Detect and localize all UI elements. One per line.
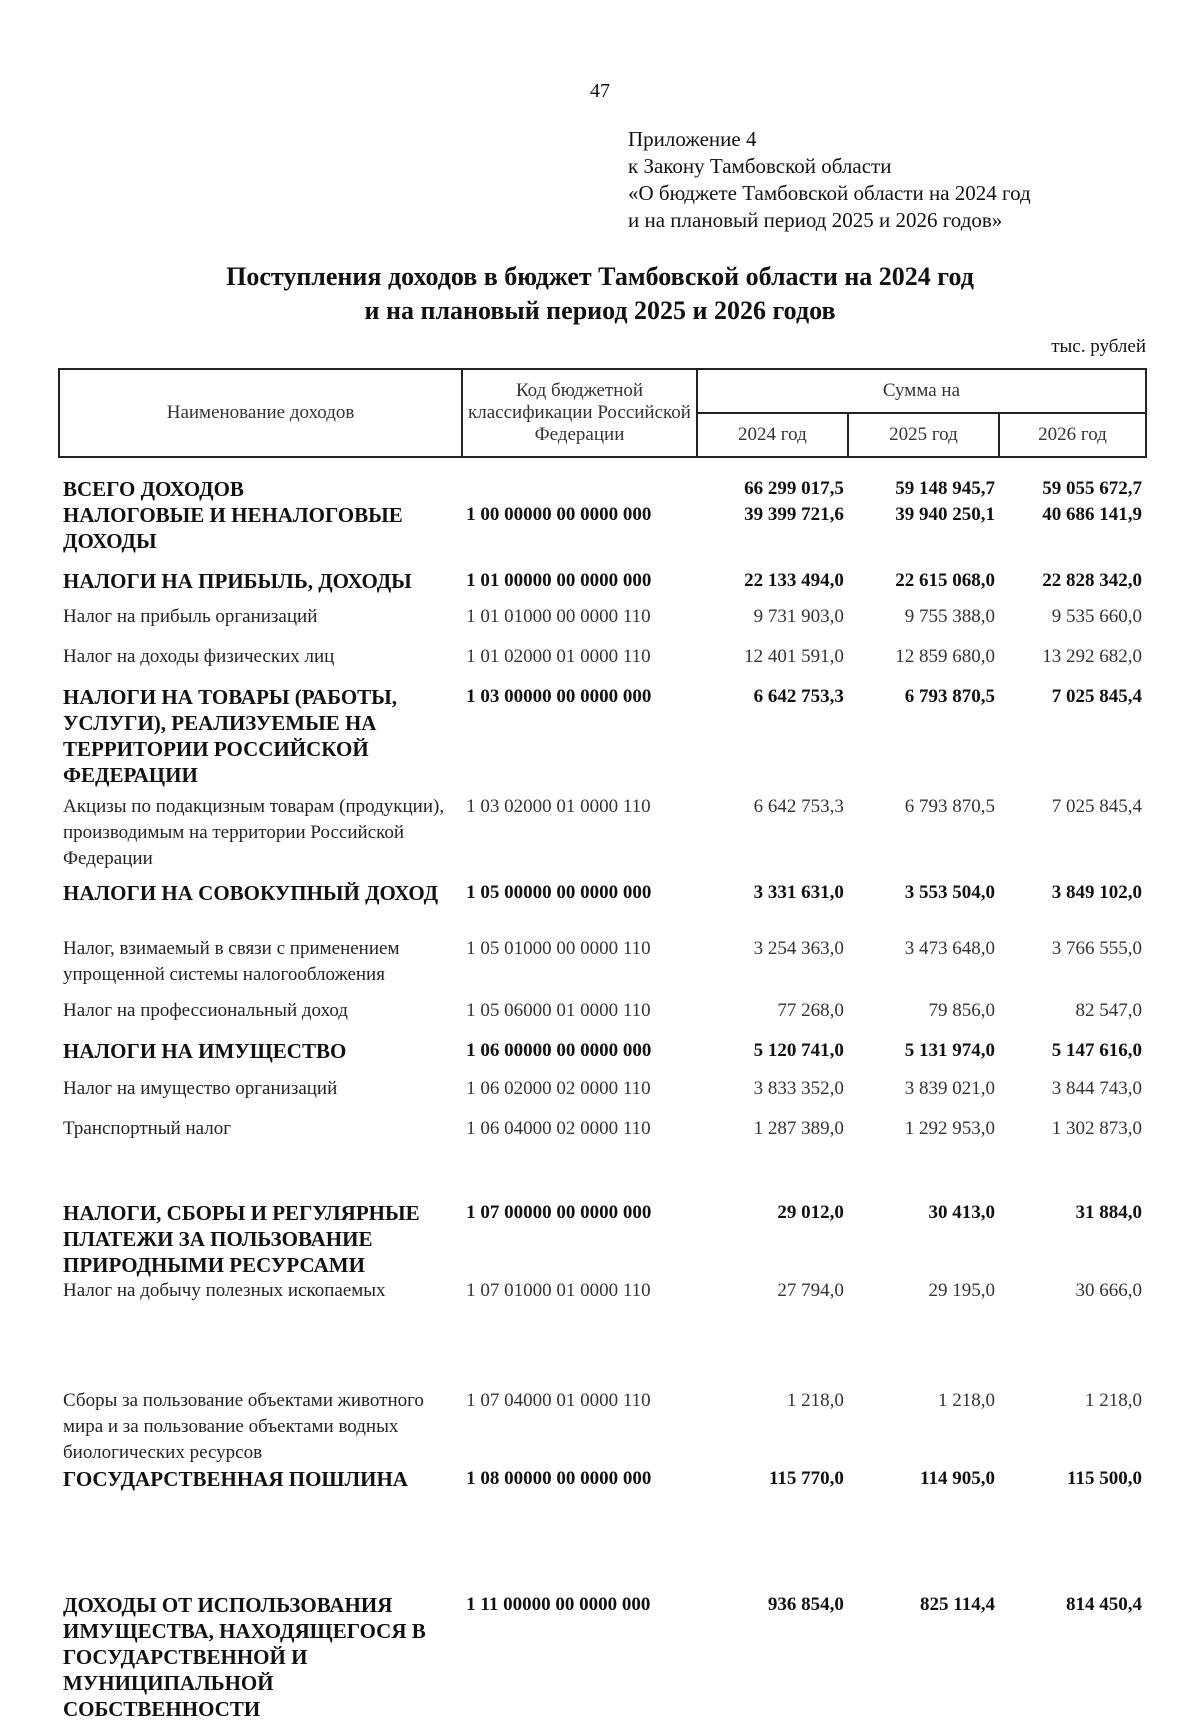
row-value-2025: 6 793 870,5	[904, 686, 995, 707]
row-value-2024: 6 642 753,3	[753, 686, 844, 707]
row-name: ГОСУДАРСТВЕННАЯ ПОШЛИНА	[63, 1467, 408, 1491]
row-code: 1 01 00000 00 0000 000	[466, 570, 652, 591]
row-value-2026: 40 686 141,9	[1042, 504, 1142, 525]
row-name: НАЛОГИ НА СОВОКУПНЫЙ ДОХОД	[63, 881, 439, 905]
row-value-2025: 1 218,0	[937, 1390, 995, 1411]
row-value-2025: 9 755 388,0	[904, 606, 995, 627]
row-code: 1 06 04000 02 0000 110	[466, 1118, 651, 1139]
row-code: 1 00 00000 00 0000 000	[466, 504, 652, 525]
table-row	[59, 604, 1146, 644]
page-number: 47	[590, 80, 610, 102]
document-title	[0, 260, 1200, 328]
row-name: Налог на добычу полезных ископаемых	[63, 1280, 386, 1301]
row-value-2024: 936 854,0	[767, 1594, 844, 1615]
row-code: 1 06 00000 00 0000 000	[466, 1040, 652, 1061]
row-value-2026: 9 535 660,0	[1051, 606, 1142, 627]
table-row	[59, 1200, 1146, 1278]
row-value-2026: 30 666,0	[1075, 1280, 1142, 1301]
row-value-2024: 27 794,0	[777, 1280, 844, 1301]
row-code: 1 05 00000 00 0000 000	[466, 882, 652, 903]
row-code: 1 05 01000 00 0000 110	[466, 938, 651, 959]
row-value-2026: 7 025 845,4	[1051, 686, 1142, 707]
row-name: Налог, взимаемый в связи с применением упрощенной системы налогообложения	[63, 938, 400, 985]
row-value-2025: 39 940 250,1	[895, 504, 995, 525]
header-name: Наименование доходов	[59, 369, 462, 457]
appendix-line: и на плановый период 2025 и 2026 годов»	[628, 208, 1003, 232]
row-value-2025: 29 195,0	[928, 1280, 995, 1301]
row-code: 1 07 00000 00 0000 000	[466, 1202, 652, 1223]
table-row	[59, 644, 1146, 684]
row-value-2026: 82 547,0	[1075, 1000, 1142, 1021]
row-name: Налог на прибыль организаций	[63, 606, 318, 627]
row-value-2026: 3 766 555,0	[1051, 938, 1142, 959]
row-value-2026: 1 302 873,0	[1051, 1118, 1142, 1139]
row-value-2025: 30 413,0	[928, 1202, 995, 1223]
row-value-2026: 7 025 845,4	[1051, 796, 1142, 817]
row-value-2025: 79 856,0	[928, 1000, 995, 1021]
header-code: Код бюджетной классификации Российской Федерации	[462, 369, 697, 457]
row-value-2025: 3 839 021,0	[904, 1078, 995, 1099]
appendix-line: к Закону Тамбовской области	[628, 154, 892, 178]
title-line: и на плановый период 2025 и 2026 годов	[364, 296, 836, 325]
row-name: НАЛОГОВЫЕ И НЕНАЛОГОВЫЕ ДОХОДЫ	[63, 503, 403, 553]
appendix-line: «О бюджете Тамбовской области на 2024 год	[628, 181, 1031, 205]
row-value-2025: 5 131 974,0	[904, 1040, 995, 1061]
table-row	[59, 936, 1146, 998]
row-name: Акцизы по подакцизным товарам (продукции), производимым на территории Российской Федерации	[63, 796, 445, 869]
table-body	[59, 457, 1146, 1722]
row-value-2026: 814 450,4	[1066, 1594, 1142, 1615]
row-value-2025: 1 292 953,0	[904, 1118, 995, 1139]
row-value-2024: 22 133 494,0	[744, 570, 844, 591]
row-code: 1 07 01000 01 0000 110	[466, 1280, 651, 1301]
row-value-2026: 22 828 342,0	[1042, 570, 1142, 591]
row-code: 1 01 02000 01 0000 110	[466, 646, 651, 667]
row-value-2026: 59 055 672,7	[1042, 478, 1142, 499]
row-value-2026: 13 292 682,0	[1042, 646, 1142, 667]
row-value-2024: 66 299 017,5	[744, 478, 844, 499]
row-value-2024: 29 012,0	[777, 1202, 844, 1223]
table-row	[59, 1592, 1146, 1722]
row-code: 1 07 04000 01 0000 110	[466, 1390, 651, 1411]
title-line: Поступления доходов в бюджет Тамбовской области на 2024 год	[226, 262, 974, 291]
row-code: 1 05 06000 01 0000 110	[466, 1000, 651, 1021]
row-value-2025: 6 793 870,5	[904, 796, 995, 817]
appendix-note	[628, 126, 1031, 234]
row-value-2025: 3 553 504,0	[904, 882, 995, 903]
row-value-2024: 12 401 591,0	[744, 646, 844, 667]
row-value-2024: 77 268,0	[777, 1000, 844, 1021]
header-year-2026: 2026 год	[999, 413, 1146, 457]
row-value-2025: 59 148 945,7	[895, 478, 995, 499]
row-value-2024: 5 120 741,0	[753, 1040, 844, 1061]
row-code: 1 03 00000 00 0000 000	[466, 686, 652, 707]
table-row	[59, 457, 1146, 502]
row-code: 1 06 02000 02 0000 110	[466, 1078, 651, 1099]
header-year-2024: 2024 год	[697, 413, 848, 457]
row-name: Налог на доходы физических лиц	[63, 646, 335, 667]
row-value-2026: 3 849 102,0	[1051, 882, 1142, 903]
row-code: 1 03 02000 01 0000 110	[466, 796, 651, 817]
row-code: 1 08 00000 00 0000 000	[466, 1468, 652, 1489]
units-label: тыс. рублей	[1051, 336, 1146, 357]
table-row	[59, 1038, 1146, 1076]
row-value-2024: 39 399 721,6	[744, 504, 844, 525]
row-value-2025: 12 859 680,0	[895, 646, 995, 667]
row-value-2024: 9 731 903,0	[753, 606, 844, 627]
table-row	[59, 684, 1146, 790]
row-value-2025: 825 114,4	[920, 1594, 995, 1615]
row-name: ДОХОДЫ ОТ ИСПОЛЬЗОВАНИЯ ИМУЩЕСТВА, НАХОДЯЩЕГОСЯ В ГОСУДАРСТВЕННОЙ И МУНИЦИПАЛЬНОЙ СОБСТВЕННОСТИ	[63, 1593, 426, 1721]
row-code: 1 01 01000 00 0000 110	[466, 606, 651, 627]
revenue-table	[58, 368, 1147, 1722]
table-row	[59, 1116, 1146, 1200]
row-value-2025: 22 615 068,0	[895, 570, 995, 591]
row-name: Транспортный налог	[63, 1118, 232, 1139]
row-value-2024: 3 254 363,0	[753, 938, 844, 959]
table-header	[59, 369, 1146, 457]
table-row	[59, 1388, 1146, 1466]
row-value-2024: 1 287 389,0	[753, 1118, 844, 1139]
row-value-2026: 5 147 616,0	[1051, 1040, 1142, 1061]
row-value-2026: 31 884,0	[1075, 1202, 1142, 1223]
row-value-2026: 115 500,0	[1067, 1468, 1142, 1489]
table-row	[59, 790, 1146, 874]
row-name: Сборы за пользование объектами животного мира и за пользование объектами водных биологических ресурсов	[63, 1390, 424, 1463]
table-row	[59, 1278, 1146, 1388]
table-row	[59, 998, 1146, 1038]
row-value-2024: 6 642 753,3	[753, 796, 844, 817]
table-row	[59, 502, 1146, 564]
row-value-2024: 3 331 631,0	[753, 882, 844, 903]
row-name: Налог на имущество организаций	[63, 1078, 338, 1099]
row-value-2024: 3 833 352,0	[753, 1078, 844, 1099]
row-value-2026: 3 844 743,0	[1051, 1078, 1142, 1099]
row-name: ВСЕГО ДОХОДОВ	[63, 477, 244, 501]
row-value-2026: 1 218,0	[1085, 1390, 1142, 1411]
row-name: НАЛОГИ, СБОРЫ И РЕГУЛЯРНЫЕ ПЛАТЕЖИ ЗА ПОЛЬЗОВАНИЕ ПРИРОДНЫМИ РЕСУРСАМИ	[63, 1201, 420, 1277]
row-value-2025: 114 905,0	[920, 1468, 995, 1489]
row-name: Налог на профессиональный доход	[63, 1000, 348, 1021]
row-code: 1 11 00000 00 0000 000	[466, 1594, 651, 1615]
table-row	[59, 1466, 1146, 1592]
table-row	[59, 1076, 1146, 1116]
header-sum: Сумма на	[697, 369, 1146, 413]
table-row	[59, 874, 1146, 936]
header-year-2025: 2025 год	[848, 413, 999, 457]
row-name: НАЛОГИ НА ТОВАРЫ (РАБОТЫ, УСЛУГИ), РЕАЛИЗУЕМЫЕ НА ТЕРРИТОРИИ РОССИЙСКОЙ ФЕДЕРАЦИИ	[63, 685, 398, 787]
row-code	[462, 457, 697, 502]
row-value-2025: 3 473 648,0	[904, 938, 995, 959]
appendix-line: Приложение 4	[628, 127, 757, 151]
row-name: НАЛОГИ НА ИМУЩЕСТВО	[63, 1039, 347, 1063]
table-row	[59, 564, 1146, 604]
row-value-2024: 1 218,0	[786, 1390, 844, 1411]
row-name: НАЛОГИ НА ПРИБЫЛЬ, ДОХОДЫ	[63, 569, 412, 593]
row-value-2024: 115 770,0	[768, 1468, 844, 1489]
